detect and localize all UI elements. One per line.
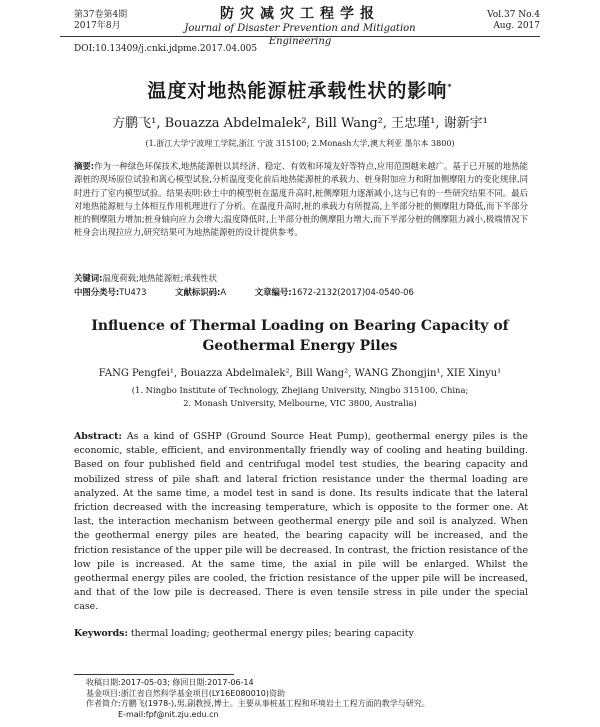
title-cn: [0, 76, 600, 103]
date-en: Aug. 2017: [493, 21, 540, 31]
header-center: [170, 6, 430, 48]
clc-label: 中图分类号:: [74, 287, 120, 297]
affiliation-en-1: (1. Ningbo Institute of Technology, Zhejiang University, Ningbo 315100, China;: [131, 385, 469, 395]
title-en-line2: Geothermal Energy Piles: [202, 338, 398, 354]
header-right: [487, 10, 540, 32]
doc-value: A: [220, 287, 227, 297]
volume-cn: 第37卷第4期: [74, 10, 128, 20]
abstract-en-text: As a kind of GSHP (Ground Source Heat Pump), geothermal energy piles is the economic, stable, efficient, and environmentally friendly way of cooling and heating building. Based on four published field and centrifugal model test studies, the bearing capacity and mobilized stress of pile shaft and lateral friction resistance under the thermal loading are analyzed. At the same time, a model test in sand is done. Its results indicate that the lateral friction decreased with the increasing temperature, which is opposite to the former one. At last, the interaction mechanism between geothermal energy pile and soil is analyzed. When the geothermal energy piles are heated, the bearing capacity will be increased, and the friction resistance of the upper pile will be decreased. In contrast, the friction resistance of the low pile is increased. At the same time, the axial in pile will be enlarged. Whilst the geothermal energy piles are cooled, the friction resistance of the upper pile will be increased, and that of the low pile is decreased. There is even tensile stress in pile under the special case.: [74, 431, 528, 613]
authors-en: FANG Pengfei¹, Bouazza Abdelmalek², Bill Wang², WANG Zhongjin¹, XIE Xinyu¹: [98, 368, 502, 379]
abstract-cn: [74, 160, 528, 240]
keywords-en-text: thermal loading; geothermal energy piles; bearing capacity: [130, 628, 414, 639]
footnotes: [86, 678, 430, 720]
article-label: 文章编号:: [254, 287, 292, 297]
title-en-line1: Influence of Thermal Loading on Bearing Capacity of: [91, 318, 509, 334]
article-value: 1672-2132(2017)04-0540-06: [291, 287, 414, 297]
classification-line: [74, 286, 534, 298]
doc-code: [175, 287, 226, 297]
title-footnote-mark: *: [447, 82, 453, 92]
keywords-en: [74, 628, 414, 639]
article-number: [255, 287, 414, 297]
title-en: [0, 316, 600, 356]
keywords-cn: [74, 272, 217, 284]
doc-label: 文献标识码:: [175, 287, 221, 297]
footnote-divider: [74, 674, 234, 675]
doi: DOI:10.13409/j.cnki.jdpme.2017.04.005: [74, 44, 258, 54]
authors-cn: 方鹏飞¹, Bouazza Abdelmalek², Bill Wang², 王忠瑾¹, 谢新宇¹: [112, 116, 488, 131]
title-cn-text: 温度对地热能源桩承载性状的影响: [147, 80, 448, 102]
date-cn: 2017年8月: [74, 21, 121, 31]
clc-value: TU473: [119, 287, 147, 297]
abstract-en: [74, 430, 528, 615]
footnote-fund: 基金项目:浙江省自然科学基金项目(LY16E080010)资助: [86, 688, 285, 698]
footnote-author: 作者简介:方鹏飞(1978-),男,副教授,博士。主要从事桩基工程和环境岩土工程方面的教学与研究。: [86, 699, 430, 709]
keywords-cn-label: 关键词:: [74, 273, 103, 283]
header-left: [74, 10, 127, 32]
affiliation-en-2: 2. Monash University, Melbourne, VIC 3800, Australia): [183, 398, 417, 408]
abstract-en-label: Abstract:: [74, 431, 122, 442]
header-divider: [60, 36, 540, 37]
volume-en: Vol.37 No.4: [487, 10, 540, 20]
footnote-email: E-mail:fpf@nit.zju.edu.cn: [118, 709, 219, 719]
affiliation-cn: (1.浙江大学宁波理工学院,浙江 宁波 315100; 2.Monash大学,澳大利亚 墨尔本 3800): [145, 139, 455, 148]
keywords-cn-text: 温度荷载;地热能源桩;承载性状: [102, 273, 218, 283]
abstract-cn-label: 摘要:: [74, 161, 95, 171]
abstract-cn-text: 作为一种绿色环保技术,地热能源桩以其经济、稳定、有效和环境友好等特点,应用范围越来越广。基于已开展的地热能源桩的现场原位试验和离心模型试验,分析温度变化前后地热能源桩的承载力、桩身附加应力和附加侧摩阻力的变化规律,同时进行了室内模型试验。结果表明:砂土中的模型桩在温度升高时,桩侧摩阻力逐渐减小,这与已有的一些研究结果不同。最后对地热能源桩与土体相互作用机理进行了分析。在温度升高时,桩的承载力有所提高,上半部分桩的侧摩阻力降低,而下半部分桩的侧摩阻力增加;桩身轴向应力会增大;温度降低时,上半部分桩的侧摩阻力增大,而下半部分桩的侧摩阻力减小,极端情况下桩身会出现拉应力,研究结果可为地热能源桩的设计提供参考。: [74, 161, 528, 238]
keywords-en-label: Keywords:: [74, 628, 128, 639]
journal-name-en: Journal of Disaster Prevention and Mitigation Engineering: [184, 23, 416, 47]
journal-name-cn: 防灾减灾工程学报: [220, 6, 380, 22]
footnote-received: 收稿日期:2017-05-03; 修回日期:2017-06-14: [86, 678, 254, 687]
clc-number: [74, 287, 146, 297]
affiliation-en: [0, 384, 600, 410]
